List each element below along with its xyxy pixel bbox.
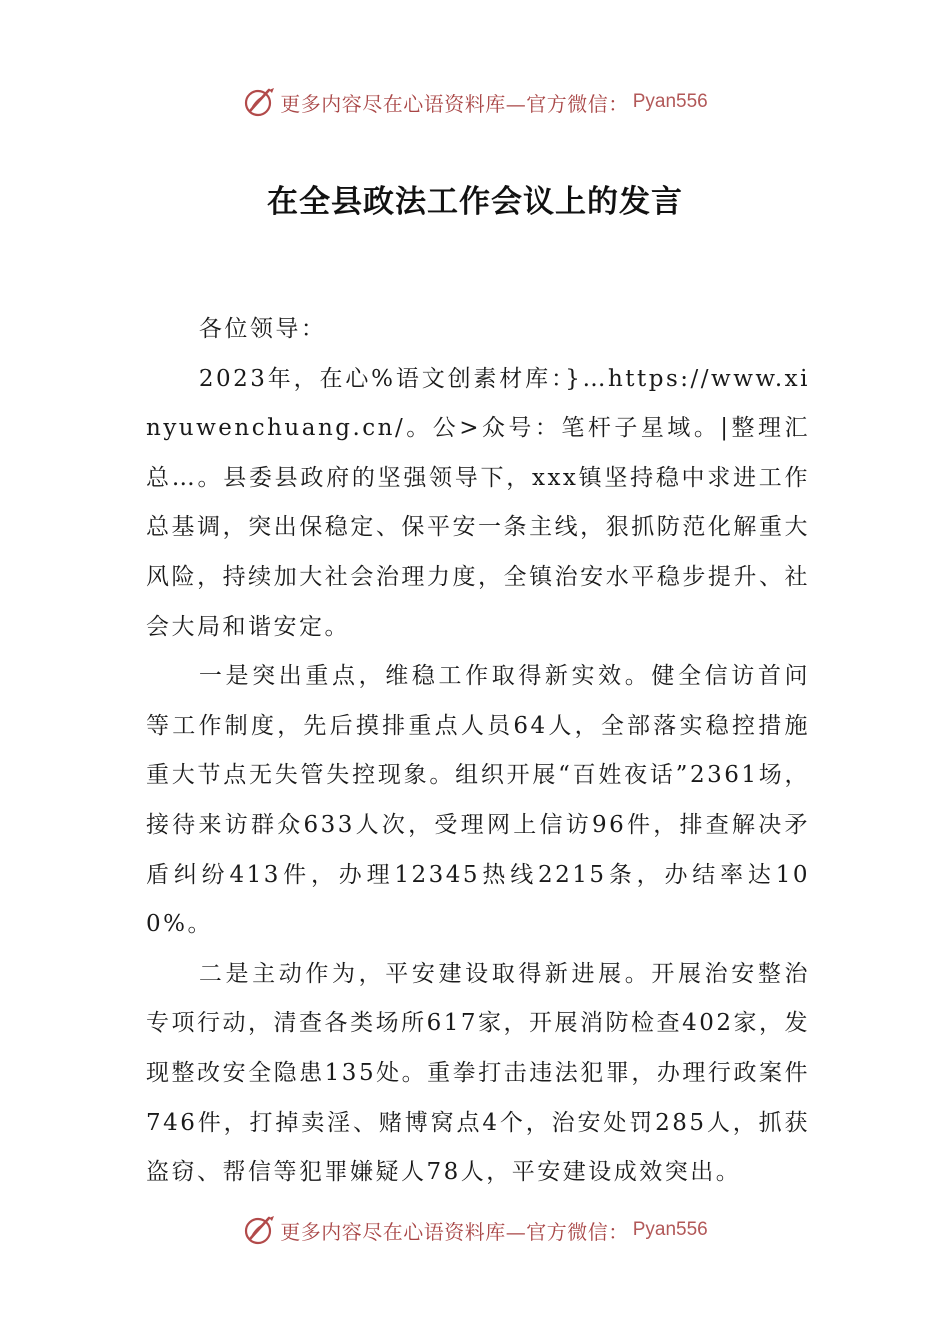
watermark-header [0,80,950,124]
quill-logo-icon [242,84,278,120]
paragraph: 二是主动作为，平安建设取得新进展。开展治安整治专项行动，清查各类场所617家，开展消防检查402家，发现整改安全隐患135处。重拳打击违法犯罪，办理行政案件746件，打掉卖淫、赌博窝点4个，治安处罚285人，抓获盗窃、帮信等犯罪嫌疑人78人，平安建设成效突出。 [146,960,810,1186]
watermark-wechat-id: Pyan556 [632,1219,708,1240]
watermark-footer [0,1208,950,1252]
watermark-text: 更多内容尽在心语资料库—官方微信： [280,91,629,116]
watermark-wechat-id: Pyan556 [632,91,708,112]
document-body [146,305,810,1198]
salutation: 各位领导： [198,316,327,342]
document-title: 在全县政法工作会议上的发言 [267,184,683,220]
quill-logo-icon [242,1212,278,1248]
paragraph: 一是突出重点，维稳工作取得新实效。健全信访首问等工作制度，先后摸排重点人员64人，全部落实稳控措施重大节点无失管失控现象。组织开展“百姓夜话”2361场，接待来访群众633人次，受理网上信访96件，排查解决矛盾纠纷413件，办理12345热线2215条，办结率达100%。 [146,663,810,938]
watermark-text: 更多内容尽在心语资料库—官方微信： [280,1219,629,1244]
paragraph: 2023年，在心%语文创素材库：}…https://www.xinyuwenchuang.cn/。公>众号：笔杆子星域。|整理汇总…。县委县政府的坚强领导下，xxx镇坚持稳中求进工作总基调，突出保稳定、保平安一条主线，狠抓防范化解重大风险，持续加大社会治理力度，全镇治安水平稳步提升、社会大局和谐安定。 [146,365,810,640]
